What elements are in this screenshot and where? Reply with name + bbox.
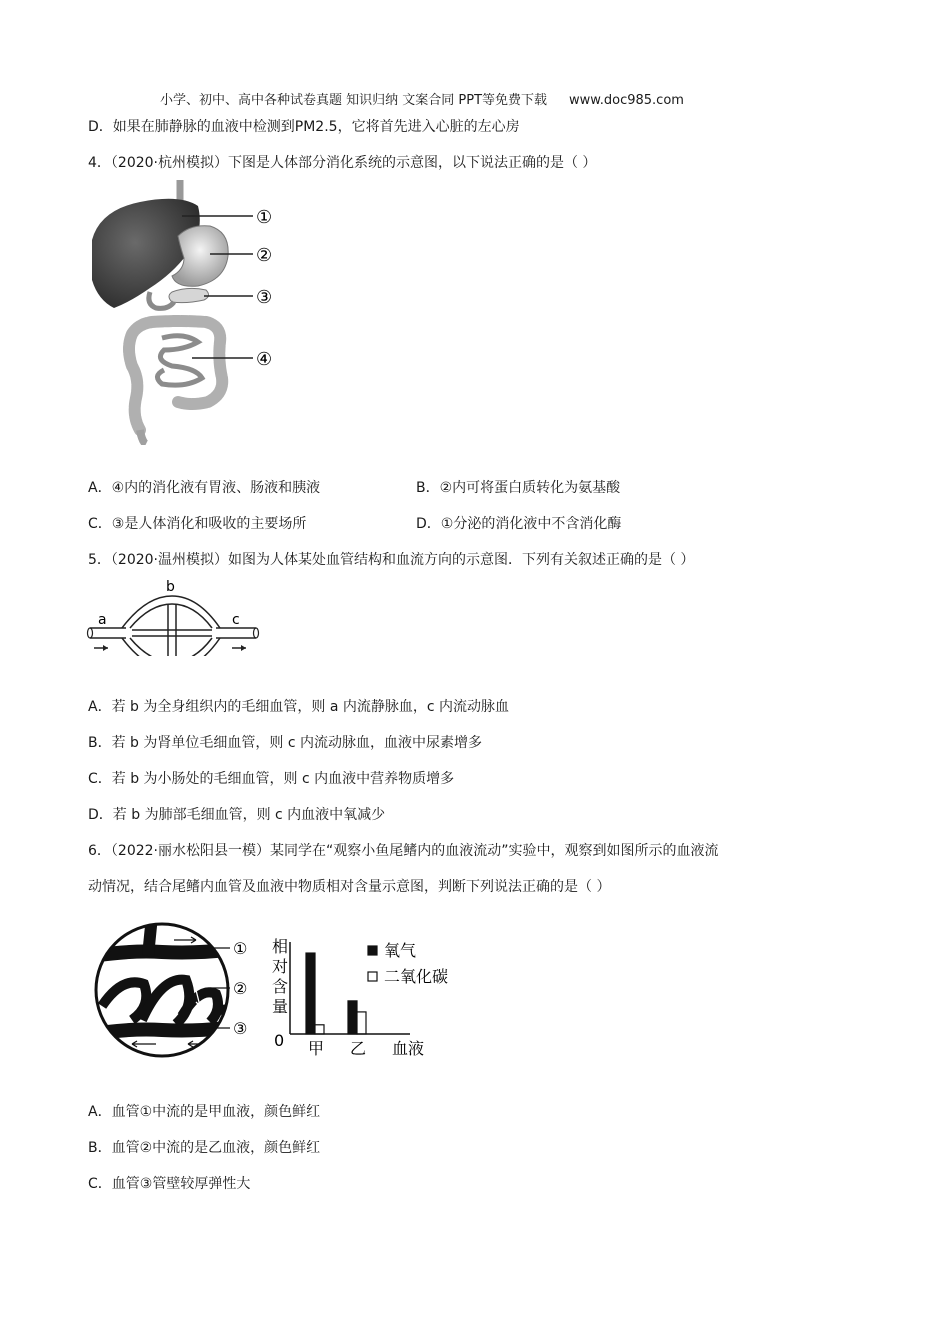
legend-label: 氧气 xyxy=(384,941,417,960)
digestive-label-2: ② xyxy=(256,245,273,266)
vessel-label-b: b xyxy=(166,579,175,595)
header-text: 小学、初中、高中各种试卷真题 知识归纳 文案合同 PPT等免费下载 xyxy=(160,93,548,108)
vessel-label-a: a xyxy=(98,612,107,628)
bar-co2-2 xyxy=(357,1012,366,1034)
x-tick-label: 甲 xyxy=(308,1039,325,1058)
bar-oxygen-1 xyxy=(306,953,315,1034)
digestive-system-figure xyxy=(80,180,300,445)
gas-content-bar-chart xyxy=(262,930,462,1060)
fish-vessel-label-3: ③ xyxy=(233,1019,248,1038)
q6-option-c: C．血管③管壁较厚弹性大 xyxy=(88,1176,251,1192)
digestive-label-3: ③ xyxy=(256,287,273,308)
q4-option-b: B．②内可将蛋白质转化为氨基酸 xyxy=(416,480,621,496)
q6-option-b: B．血管②中流的是乙血液，颜色鲜红 xyxy=(88,1140,321,1156)
bar-co2-1 xyxy=(315,1025,324,1034)
x-tick-label: 乙 xyxy=(350,1039,367,1058)
legend-label: 二氧化碳 xyxy=(384,967,449,986)
q4-option-c: C．③是人体消化和吸收的主要场所 xyxy=(88,516,307,532)
q3-option-d: D．如果在肺静脉的血液中检测到PM2.5，它将首先进入心脏的左心房 xyxy=(88,119,520,135)
chart-xlabel: 血液 xyxy=(392,1039,425,1058)
q4-option-d: D．①分泌的消化液中不含消化酶 xyxy=(416,516,622,532)
q5-stem: 5．（2020·温州模拟）如图为人体某处血管结构和血流方向的示意图．下列有关叙述正确的是（ ） xyxy=(88,552,695,568)
digestive-label-4: ④ xyxy=(256,349,273,370)
page-header xyxy=(160,89,684,108)
fish-tail-microscope-figure xyxy=(92,916,262,1066)
q4-option-a: A．④内的消化液有胃液、肠液和胰液 xyxy=(88,480,321,496)
blood-vessel-figure xyxy=(86,578,266,656)
chart-origin-label: 0 xyxy=(274,1031,285,1050)
q5-option-b: B．若 b 为肾单位毛细血管，则 c 内流动脉血，血液中尿素增多 xyxy=(88,735,482,751)
legend-swatch xyxy=(368,946,377,955)
digestive-label-1: ① xyxy=(256,207,273,228)
bar-oxygen-2 xyxy=(348,1001,357,1034)
q6-option-a: A．血管①中流的是甲血液，颜色鲜红 xyxy=(88,1104,321,1120)
chart-ylabel: 相对含量 xyxy=(272,937,289,1016)
pancreas-shape xyxy=(169,288,209,302)
q5-option-d: D．若 b 为肺部毛细血管，则 c 内血液中氧减少 xyxy=(88,807,386,823)
q5-option-c: C．若 b 为小肠处的毛细血管，则 c 内血液中营养物质增多 xyxy=(88,771,455,787)
q6-stem-line-2: 动情况，结合尾鳍内血管及血液中物质相对含量示意图，判断下列说法正确的是（ ） xyxy=(88,879,611,895)
fish-vessel-label-2: ② xyxy=(233,979,248,998)
q6-stem-line-1: 6．（2022·丽水松阳县一模）某同学在“观察小鱼尾鳍内的血液流动”实验中，观察到如图所示的血液流 xyxy=(88,843,719,859)
small-intestine-shape xyxy=(157,336,202,385)
header-url: www.doc985.com xyxy=(569,93,684,108)
q5-option-a: A．若 b 为全身组织内的毛细血管，则 a 内流静脉血，c 内流动脉血 xyxy=(88,699,509,715)
legend-swatch xyxy=(368,972,377,981)
q4-stem: 4．（2020·杭州模拟）下图是人体部分消化系统的示意图，以下说法正确的是（ ） xyxy=(88,155,597,171)
fish-vessel-label-1: ① xyxy=(233,939,248,958)
vessel-label-c: c xyxy=(232,612,240,628)
